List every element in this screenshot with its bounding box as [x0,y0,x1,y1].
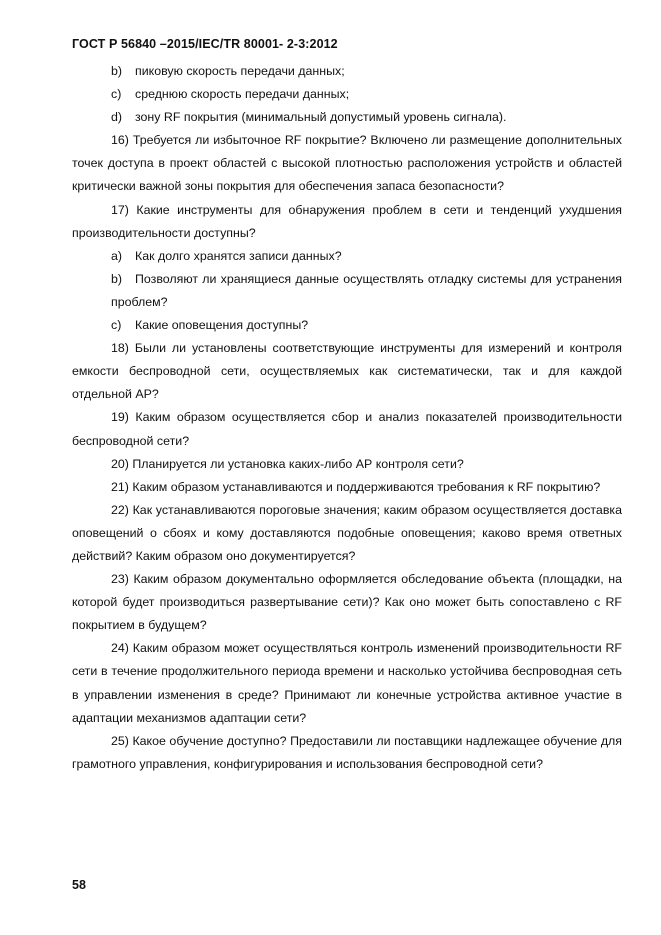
question-24: 24) Каким образом может осуществляться контроль изменений производительности RF сети в течение продолжительного периода времени и насколько устойчива беспроводная сеть в управлении изменения в среде? Принимают ли конечные устройства активное участие в адаптации механизмов адаптации сети? [72,641,622,725]
list-item [111,106,622,129]
question-22: 22) Как устанавливаются пороговые значения; каким образом осуществляется доставка оповещений о сбоях и кому доставляются подобные оповещения; каково время ответных действий? Каким образом оно документируется? [72,502,622,563]
list-item-label: b) [111,271,123,286]
list-item-label: d) [111,110,123,125]
page-number: 58 [72,878,86,892]
list-item-text: Какие оповещения доступны? [135,318,309,333]
question-16: 16) Требуется ли избыточное RF покрытие? Включено ли размещение дополнительных точек доступа в проект областей с высокой плотностью расположения устройств и областей критически важной зоны покрытия для обеспечения запаса безопасности? [72,133,622,194]
list-item-text: пиковую скорость передачи данных; [135,64,345,78]
question-17: 17) Какие инструменты для обнаружения проблем в сети и тенденций ухудшения производительности доступны? [72,202,622,240]
document-body [72,60,622,776]
list-item [111,60,622,83]
list-item-label: c) [111,87,122,102]
list-item [111,314,622,337]
list-item [111,268,622,314]
question-20: 20) Планируется ли установка каких-либо АР контроля сети? [111,456,464,471]
question-18: 18) Были ли установлены соответствующие инструменты для измерений и контроля емкости беспроводной сети, осуществляемых как систематически, так и для каждой отдельной АР? [72,341,622,402]
list-item-text: среднюю скорость передачи данных; [135,87,350,102]
question-19: 19) Каким образом осуществляется сбор и анализ показателей производительности беспроводной сети? [72,410,622,448]
document-header: ГОСТ Р 56840 –2015/IEC/TR 80001- 2-3:2012 [72,37,338,51]
list-item [111,83,622,106]
list-item-text: Позволяют ли хранящиеся данные осуществлять отладку системы для устранения проблем? [111,271,622,309]
list-item-label: a) [111,248,123,263]
question-21: 21) Каким образом устанавливаются и поддерживаются требования к RF покрытию? [111,479,601,494]
list-item-text: Как долго хранятся записи данных? [135,248,342,263]
list-item [111,245,622,268]
list-item-text: зону RF покрытия (минимальный допустимый уровень сигнала). [135,110,507,125]
question-25: 25) Какое обучение доступно? Предоставили ли поставщики надлежащее обучение для грамотного управления, конфигурирования и использования беспроводной сети? [72,733,622,771]
list-item-label: b) [111,64,123,78]
question-23: 23) Каким образом документально оформляется обследование объекта (площадки, на которой будет производиться развертывание сети)? Как оно может быть сопоставлено с RF покрытием в будущем? [72,572,622,633]
list-item-label: c) [111,318,122,333]
